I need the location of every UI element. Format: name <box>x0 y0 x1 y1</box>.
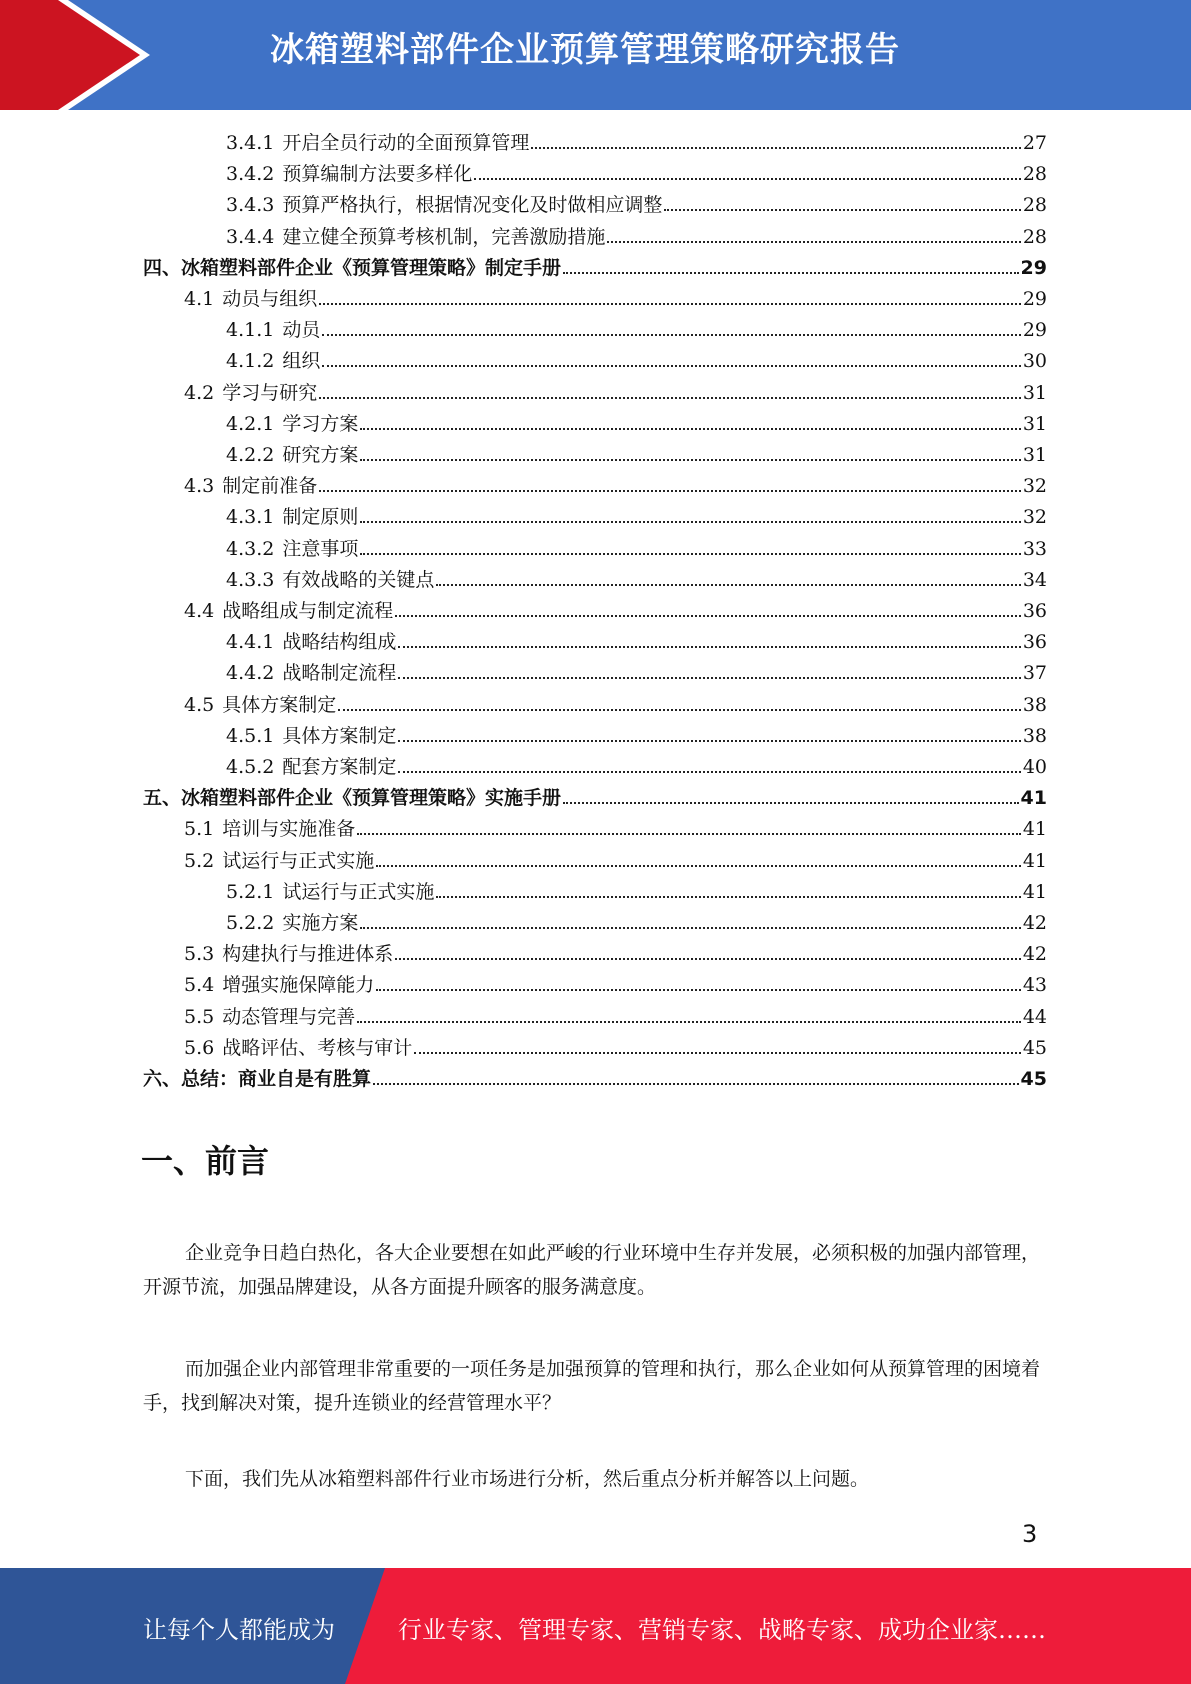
toc-entry-page: 36 <box>1022 600 1047 622</box>
toc-entry-number: 3.4.2 <box>226 163 275 186</box>
toc-dot-leader <box>607 240 1020 243</box>
toc-entry-page: 45 <box>1020 1068 1047 1090</box>
toc-entry[interactable] <box>184 814 1047 845</box>
toc-entry-number: 4.5.2 <box>226 756 275 778</box>
toc-dot-leader <box>398 739 1020 742</box>
toc-dot-leader <box>360 552 1020 555</box>
toc-entry-number: 5.4 <box>184 974 215 997</box>
toc-entry-number: 4.1 <box>184 288 215 310</box>
section-title: 一、前言 <box>141 1142 270 1180</box>
toc-entry[interactable] <box>184 970 1047 1001</box>
toc-entry[interactable] <box>143 1064 1047 1095</box>
body-paragraph: 企业竞争日趋白热化，各大企业要想在如此严峻的行业环境中生存并发展，必须积极的加强内部管理，开源节流，加强品牌建设，从各方面提升顾客的服务满意度。 <box>143 1242 1041 1298</box>
toc-dot-leader <box>357 1020 1021 1023</box>
toc-entry-page: 43 <box>1022 974 1047 997</box>
toc-entry-page: 42 <box>1022 943 1047 966</box>
toc-entry-page: 32 <box>1022 475 1047 498</box>
toc-entry-page: 28 <box>1022 163 1047 186</box>
toc-entry-number: 4.2.1 <box>226 412 275 435</box>
toc-entry-label: 五、冰箱塑料部件企业《预算管理策略》实施手册 <box>143 787 562 810</box>
toc-entry[interactable] <box>226 128 1047 159</box>
toc-entry-number: 4.2 <box>184 381 215 404</box>
toc-dot-leader <box>531 146 1020 149</box>
body-paragraph: 而加强企业内部管理非常重要的一项任务是加强预算的管理和执行，那么企业如何从预算管理的困境着手，找到解决对策，提升连锁业的经营管理水平？ <box>143 1358 1041 1414</box>
toc-entry-label: 战略评估、考核与审计 <box>222 1036 413 1059</box>
toc-entry-label: 动员与组织 <box>222 288 318 310</box>
toc-entry-page: 38 <box>1022 724 1047 747</box>
toc-dot-leader <box>360 926 1020 929</box>
toc-entry-number: 4.1.2 <box>226 350 275 373</box>
toc-entry-number: 4.5.1 <box>226 724 275 747</box>
toc-dot-leader <box>398 645 1020 648</box>
toc-entry-number: 3.4.1 <box>226 132 275 154</box>
page-footer <box>0 1568 1191 1684</box>
toc-entry[interactable] <box>184 690 1047 721</box>
toc-entry-page: 29 <box>1020 256 1047 279</box>
toc-entry-page: 32 <box>1022 506 1047 529</box>
toc-entry[interactable] <box>226 658 1047 689</box>
toc-dot-leader <box>322 333 1020 336</box>
toc-entry[interactable] <box>184 284 1047 315</box>
toc-dot-leader <box>373 1082 1019 1085</box>
toc-entry-page: 45 <box>1022 1036 1047 1059</box>
toc-entry-page: 33 <box>1022 537 1047 560</box>
toc-entry-page: 37 <box>1022 662 1047 685</box>
toc-entry-page: 41 <box>1022 818 1047 841</box>
toc-dot-leader <box>474 177 1020 180</box>
toc-entry-number: 5.1 <box>184 818 215 841</box>
toc-entry-label: 注意事项 <box>282 537 359 560</box>
toc-entry-label: 试运行与正式实施 <box>222 849 375 872</box>
header-chevron-decoration <box>0 0 160 110</box>
toc-entry-number: 5.3 <box>184 943 215 966</box>
toc-dot-leader <box>563 271 1019 274</box>
toc-entry-number: 5.2.2 <box>226 912 275 934</box>
toc-entry-label: 建立健全预算考核机制，完善激励措施 <box>282 225 606 248</box>
toc-entry-page: 31 <box>1022 381 1047 404</box>
toc-entry-page: 40 <box>1022 756 1047 778</box>
toc-entry[interactable] <box>226 159 1047 190</box>
toc-dot-leader <box>319 302 1021 305</box>
toc-dot-leader <box>319 489 1021 492</box>
toc-entry-page: 30 <box>1022 350 1047 373</box>
toc-entry[interactable] <box>226 627 1047 658</box>
toc-entry-number: 5.5 <box>184 1005 215 1028</box>
toc-entry-number: 4.4.2 <box>226 662 275 685</box>
toc-entry-number: 5.6 <box>184 1036 215 1059</box>
toc-entry-label: 有效战略的关键点 <box>282 568 435 591</box>
toc-entry[interactable] <box>226 502 1047 533</box>
toc-dot-leader <box>319 396 1021 399</box>
toc-entry-page: 29 <box>1022 288 1047 310</box>
toc-entry[interactable] <box>184 846 1047 877</box>
toc-entry[interactable] <box>184 596 1047 627</box>
toc-entry-number: 4.3 <box>184 475 215 498</box>
toc-entry-label: 开启全员行动的全面预算管理 <box>282 132 530 154</box>
toc-entry[interactable] <box>184 1002 1047 1033</box>
toc-entry-number: 4.5 <box>184 693 215 716</box>
toc-entry-label: 培训与实施准备 <box>222 818 356 841</box>
toc-entry-number: 4.3.1 <box>226 506 275 529</box>
toc-entry-label: 构建执行与推进体系 <box>222 943 394 966</box>
toc-entry-label: 战略制定流程 <box>282 662 397 685</box>
toc-entry[interactable] <box>184 471 1047 502</box>
toc-entry-number: 4.4.1 <box>226 631 275 654</box>
toc-entry-number: 3.4.3 <box>226 194 275 217</box>
toc-dot-leader <box>322 364 1020 367</box>
toc-entry-number: 5.2 <box>184 849 215 872</box>
toc-dot-leader <box>664 208 1020 211</box>
toc-entry-number: 3.4.4 <box>226 225 275 248</box>
toc-entry-label: 战略结构组成 <box>282 631 397 654</box>
toc-entry[interactable] <box>226 534 1047 565</box>
toc-entry-number: 5.2.1 <box>226 880 275 903</box>
toc-entry-label: 增强实施保障能力 <box>222 974 375 997</box>
body-paragraph: 下面，我们先从冰箱塑料部件行业市场进行分析，然后重点分析并解答以上问题。 <box>185 1468 870 1490</box>
toc-entry[interactable] <box>226 190 1047 221</box>
toc-dot-leader <box>360 520 1020 523</box>
toc-entry-label: 组织 <box>282 350 321 373</box>
toc-dot-leader <box>436 583 1020 586</box>
toc-entry-page: 38 <box>1022 693 1047 716</box>
toc-entry-page: 28 <box>1022 225 1047 248</box>
toc-dot-leader <box>395 614 1021 617</box>
toc-entry-label: 战略组成与制定流程 <box>222 600 394 622</box>
toc-entry-page: 41 <box>1022 849 1047 872</box>
toc-entry[interactable] <box>184 378 1047 409</box>
toc-entry-label: 试运行与正式实施 <box>282 880 435 903</box>
toc-dot-leader <box>376 864 1021 867</box>
toc-entry[interactable] <box>226 908 1047 939</box>
toc-dot-leader <box>395 957 1021 960</box>
toc-entry-label: 制定原则 <box>282 506 359 529</box>
toc-entry-label: 动员 <box>282 319 321 342</box>
toc-entry-number: 4.2.2 <box>226 444 275 466</box>
toc-entry-page: 28 <box>1022 194 1047 217</box>
toc-entry-label: 动态管理与完善 <box>222 1005 356 1028</box>
toc-entry-number: 4.4 <box>184 600 215 622</box>
toc-entry-label: 学习方案 <box>282 412 359 435</box>
toc-entry-page: 36 <box>1022 631 1047 654</box>
toc-entry[interactable] <box>226 409 1047 440</box>
footer-slogan-right: 行业专家、管理专家、营销专家、战略专家、成功企业家…… <box>398 1616 1046 1644</box>
toc-entry[interactable] <box>143 253 1047 284</box>
toc-entry-label: 制定前准备 <box>222 475 318 498</box>
toc-entry-label: 实施方案 <box>282 912 359 934</box>
toc-dot-leader <box>398 676 1020 679</box>
toc-entry-label: 研究方案 <box>282 444 359 466</box>
toc-entry-number: 4.3.2 <box>226 537 275 560</box>
toc-entry-page: 44 <box>1022 1005 1047 1028</box>
toc-entry-page: 41 <box>1022 880 1047 903</box>
toc-entry-label: 预算编制方法要多样化 <box>282 163 473 186</box>
page-header <box>0 0 1191 110</box>
toc-entry-label: 具体方案制定 <box>282 724 397 747</box>
toc-entry-label: 四、冰箱塑料部件企业《预算管理策略》制定手册 <box>143 256 562 279</box>
toc-entry[interactable] <box>226 440 1047 471</box>
toc-entry[interactable] <box>226 877 1047 908</box>
toc-entry[interactable] <box>226 721 1047 752</box>
toc-dot-leader <box>398 770 1020 773</box>
toc-entry-label: 配套方案制定 <box>282 756 397 778</box>
toc-entry-label: 具体方案制定 <box>222 693 337 716</box>
toc-dot-leader <box>436 895 1020 898</box>
toc-dot-leader <box>357 832 1021 835</box>
toc-dot-leader <box>360 458 1020 461</box>
toc-entry-label: 学习与研究 <box>222 381 318 404</box>
toc-entry-page: 34 <box>1022 568 1047 591</box>
toc-dot-leader <box>414 1051 1021 1054</box>
toc-entry[interactable] <box>226 565 1047 596</box>
toc-entry-page: 29 <box>1022 319 1047 342</box>
toc-entry[interactable] <box>226 346 1047 377</box>
toc-entry-page: 41 <box>1020 787 1047 810</box>
toc-entry[interactable] <box>184 1033 1047 1064</box>
toc-entry[interactable] <box>184 939 1047 970</box>
header-title: 冰箱塑料部件企业预算管理策略研究报告 <box>270 30 900 70</box>
toc-entry-label: 六、总结：商业自是有胜算 <box>143 1068 372 1090</box>
toc-entry-page: 31 <box>1022 412 1047 435</box>
toc-entry[interactable] <box>226 222 1047 253</box>
toc-entry[interactable] <box>226 752 1047 783</box>
toc-entry-page: 27 <box>1022 132 1047 154</box>
toc-entry-number: 4.1.1 <box>226 319 275 342</box>
toc-dot-leader <box>563 801 1019 804</box>
toc-dot-leader <box>376 988 1021 991</box>
toc-dot-leader <box>360 427 1020 430</box>
page-number: 3 <box>1022 1520 1038 1548</box>
toc-entry[interactable] <box>143 783 1047 814</box>
toc-entry-label: 预算严格执行，根据情况变化及时做相应调整 <box>282 194 663 217</box>
toc-entry[interactable] <box>226 315 1047 346</box>
toc-entry-page: 31 <box>1022 444 1047 466</box>
toc-entry-page: 42 <box>1022 912 1047 934</box>
footer-slogan-left: 让每个人都能成为 <box>143 1616 335 1644</box>
toc-dot-leader <box>338 708 1021 711</box>
toc-entry-number: 4.3.3 <box>226 568 275 591</box>
